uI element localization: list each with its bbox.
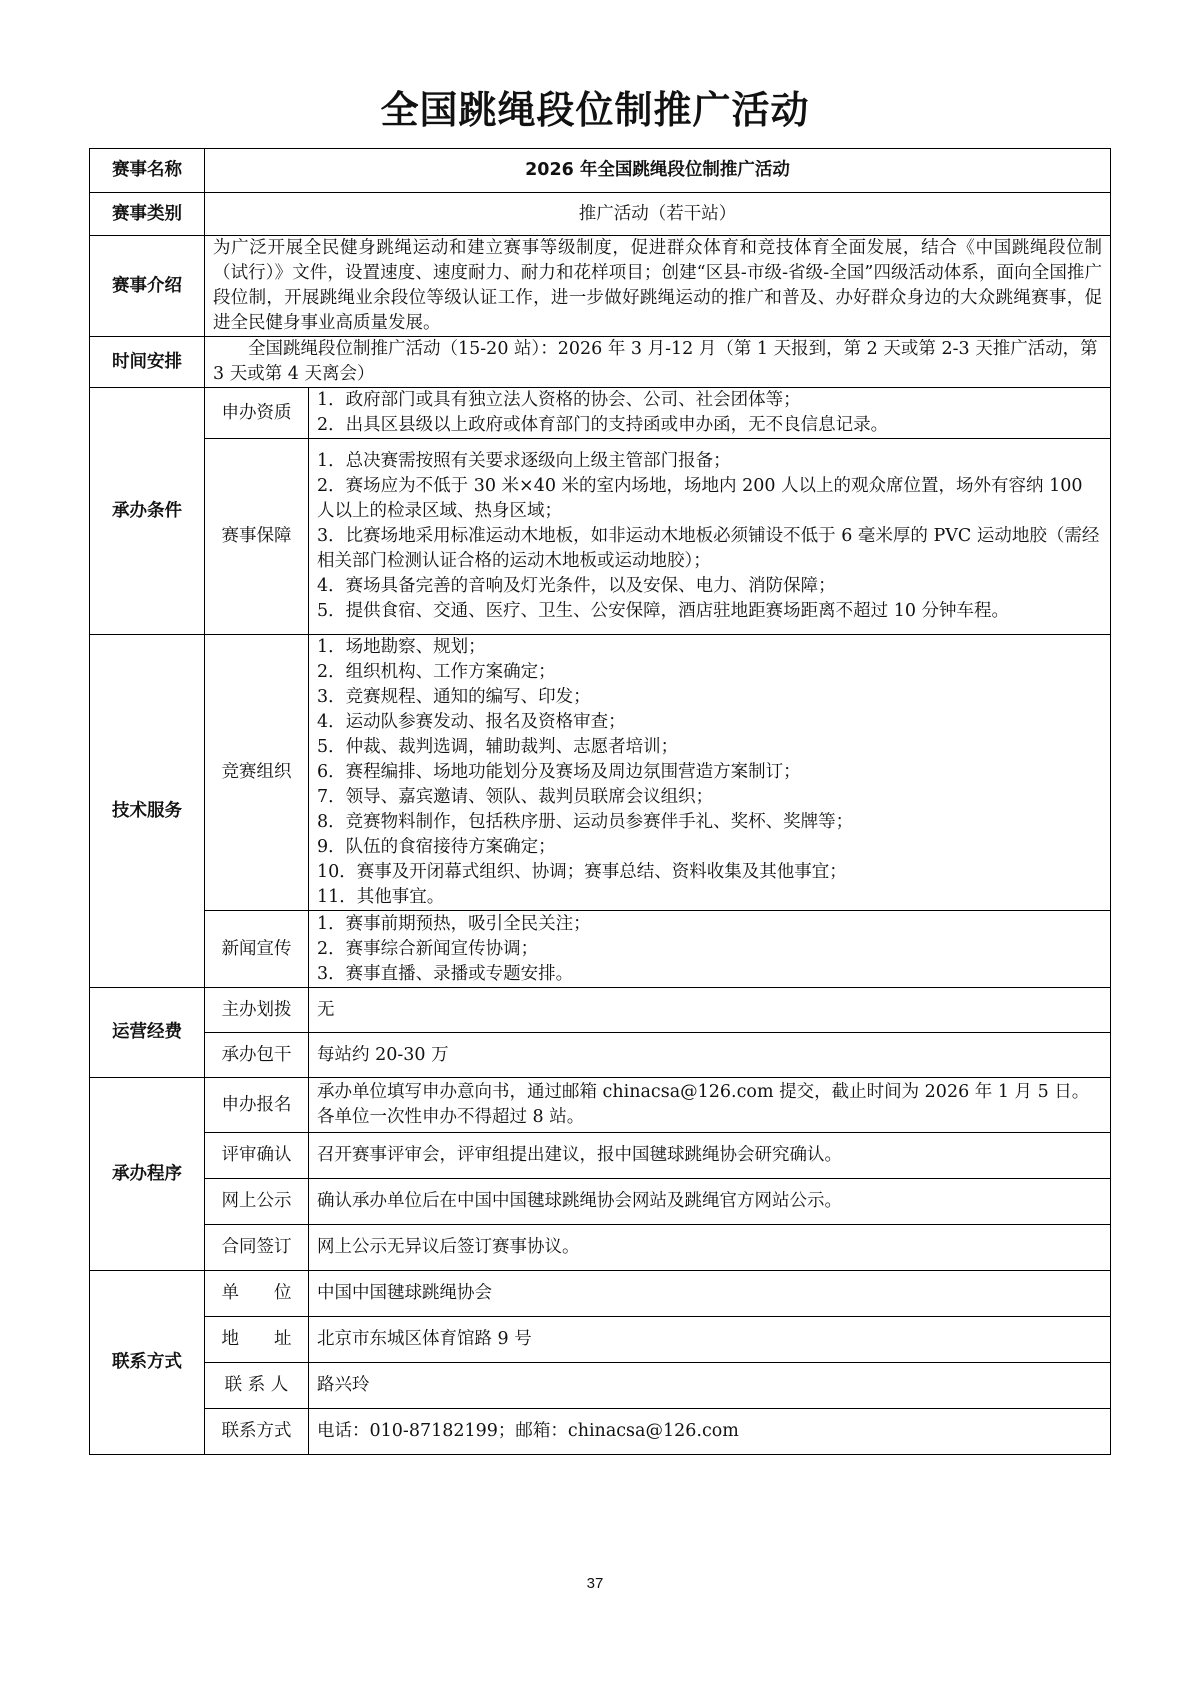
value-contact-address: 北京市东城区体育馆路 9 号	[309, 1317, 1111, 1363]
list-item: 10．赛事及开闭幕式组织、协调；赛事总结、资料收集及其他事宜；	[317, 862, 847, 882]
value-sign: 网上公示无异议后签订赛事协议。	[309, 1225, 1111, 1271]
list-press	[309, 911, 1111, 988]
label-schedule: 时间安排	[90, 337, 205, 388]
list-qualification	[309, 388, 1111, 439]
label-press: 新闻宣传	[205, 911, 309, 988]
value-event-name: 2026 年全国跳绳段位制推广活动	[205, 149, 1111, 193]
label-procedure: 承办程序	[90, 1078, 205, 1271]
list-item: 5．提供食宿、交通、医疗、卫生、公安保障，酒店驻地距赛场距离不超过 10 分钟车程。	[317, 601, 1010, 621]
label-event-name: 赛事名称	[90, 149, 205, 193]
label-contact-method: 联系方式	[205, 1409, 309, 1455]
row-sign	[90, 1225, 1111, 1271]
value-event-intro: 为广泛开展全民健身跳绳运动和建立赛事等级制度，促进群众体育和竞技体育全面发展，结合《中国跳绳段位制（试行）》文件，设置速度、速度耐力、耐力和花样项目；创建“区县-市级-省级-全国”四级活动体系，面向全国推广段位制，开展跳绳业余段位等级认证工作，进一步做好跳绳运动的推广和普及、办好群众身边的大众跳绳赛事，促进全民健身事业高质量发展。	[205, 236, 1111, 337]
list-guarantee	[309, 439, 1111, 635]
row-publish	[90, 1179, 1111, 1225]
list-item: 11．其他事宜。	[317, 887, 445, 907]
row-sponsor-funding	[90, 988, 1111, 1033]
list-item: 1．总决赛需按照有关要求逐级向上级主管部门报备；	[317, 451, 731, 471]
label-hosting: 承办条件	[90, 388, 205, 635]
list-item: 7．领导、嘉宾邀请、领队、裁判员联席会议组织；	[317, 787, 714, 807]
list-item: 1．场地勘察、规划；	[317, 637, 486, 657]
label-contact-person: 联 系 人	[205, 1363, 309, 1409]
list-item: 6．赛程编排、场地功能划分及赛场及周边氛围营造方案制订；	[317, 762, 801, 782]
label-organize: 竞赛组织	[205, 635, 309, 911]
value-publish: 确认承办单位后在中国中国毽球跳绳协会网站及跳绳官方网站公示。	[309, 1179, 1111, 1225]
list-item: 9．队伍的食宿接待方案确定；	[317, 837, 556, 857]
row-apply	[90, 1078, 1111, 1133]
label-contact: 联系方式	[90, 1271, 205, 1455]
row-guarantee	[90, 439, 1111, 635]
label-sponsor-funding: 主办划拨	[205, 988, 309, 1033]
list-organize	[309, 635, 1111, 911]
label-tech: 技术服务	[90, 635, 205, 988]
label-guarantee: 赛事保障	[205, 439, 309, 635]
list-item: 2．赛场应为不低于 30 米×40 米的室内场地，场地内 200 人以上的观众席位置，场外有容纳 100 人以上的检录区域、热身区域；	[317, 476, 1083, 521]
row-schedule	[90, 337, 1111, 388]
value-contract-funding: 每站约 20-30 万	[309, 1033, 1111, 1078]
list-item: 5．仲裁、裁判选调，辅助裁判、志愿者培训；	[317, 737, 679, 757]
row-event-intro	[90, 236, 1111, 337]
row-contact-address	[90, 1317, 1111, 1363]
list-item: 2．组织机构、工作方案确定；	[317, 662, 556, 682]
row-event-category	[90, 193, 1111, 236]
value-contact-unit: 中国中国毽球跳绳协会	[309, 1271, 1111, 1317]
row-event-name	[90, 149, 1111, 193]
row-contract-funding	[90, 1033, 1111, 1078]
label-contract-funding: 承办包干	[205, 1033, 309, 1078]
list-item: 3．竞赛规程、通知的编写、印发；	[317, 687, 591, 707]
list-item: 1．赛事前期预热，吸引全民关注；	[317, 913, 591, 934]
value-apply: 承办单位填写申办意向书，通过邮箱 chinacsa@126.com 提交，截止时间为 2026 年 1 月 5 日。各单位一次性申办不得超过 8 站。	[309, 1078, 1111, 1133]
label-event-intro: 赛事介绍	[90, 236, 205, 337]
page-number: 37	[586, 1575, 604, 1592]
list-item: 2．赛事综合新闻宣传协调；	[317, 938, 539, 959]
list-item: 3．赛事直播、录播或专题安排。	[317, 963, 574, 984]
row-review	[90, 1133, 1111, 1179]
label-publish: 网上公示	[205, 1179, 309, 1225]
label-apply: 申办报名	[205, 1078, 309, 1133]
value-sponsor-funding: 无	[309, 988, 1111, 1033]
row-press	[90, 911, 1111, 988]
list-item: 3．比赛场地采用标准运动木地板，如非运动木地板必须铺设不低于 6 毫米厚的 PVC 运动地胶（需经相关部门检测认证合格的运动木地板或运动地胶）；	[317, 526, 1100, 571]
list-item: 4．运动队参赛发动、报名及资格审查；	[317, 712, 626, 732]
event-info-table	[89, 148, 1111, 1455]
label-sign: 合同签订	[205, 1225, 309, 1271]
row-qualification	[90, 388, 1111, 439]
label-event-category: 赛事类别	[90, 193, 205, 236]
list-item: 1．政府部门或具有独立法人资格的协会、公司、社会团体等；	[317, 390, 801, 410]
value-event-category: 推广活动（若干站）	[205, 193, 1111, 236]
row-contact-method	[90, 1409, 1111, 1455]
list-item: 2．出具区县级以上政府或体育部门的支持函或申办函，无不良信息记录。	[317, 415, 889, 435]
value-contact-method: 电话：010-87182199；邮箱：chinacsa@126.com	[309, 1409, 1111, 1455]
page-title: 全国跳绳段位制推广活动	[380, 88, 810, 132]
list-item: 8．竞赛物料制作，包括秩序册、运动员参赛伴手礼、奖杯、奖牌等；	[317, 812, 854, 832]
list-item: 4．赛场具备完善的音响及灯光条件，以及安保、电力、消防保障；	[317, 576, 836, 596]
label-contact-address: 地 址	[205, 1317, 309, 1363]
value-review: 召开赛事评审会，评审组提出建议，报中国毽球跳绳协会研究确认。	[309, 1133, 1111, 1179]
label-review: 评审确认	[205, 1133, 309, 1179]
value-schedule: 全国跳绳段位制推广活动（15-20 站）：2026 年 3 月-12 月（第 1 天报到，第 2 天或第 2-3 天推广活动，第 3 天或第 4 天离会）	[205, 337, 1111, 388]
row-contact-person	[90, 1363, 1111, 1409]
label-funding: 运营经费	[90, 988, 205, 1078]
row-contact-unit	[90, 1271, 1111, 1317]
label-contact-unit: 单 位	[205, 1271, 309, 1317]
label-qualification: 申办资质	[205, 388, 309, 439]
value-contact-person: 路兴玲	[309, 1363, 1111, 1409]
row-organize	[90, 635, 1111, 911]
